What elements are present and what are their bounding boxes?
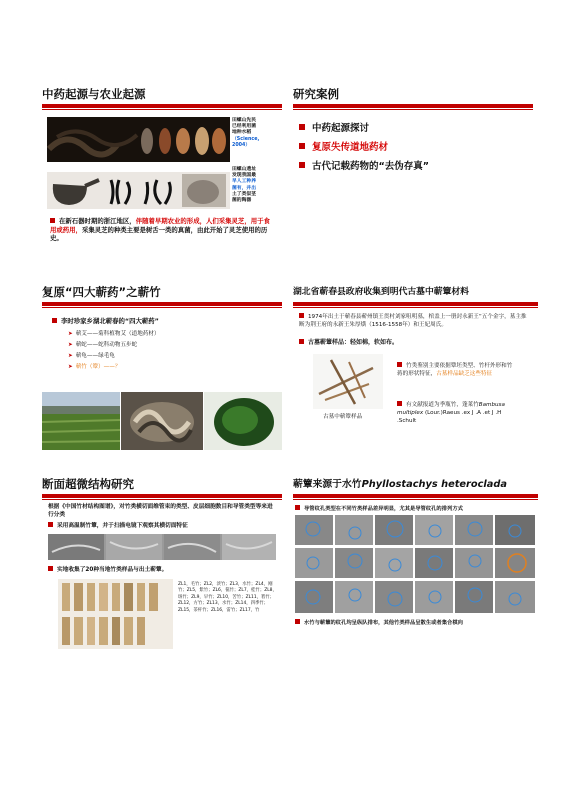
identification-bullet: 竹类鉴别主要依据簟坯类型、竹杆外形和竹蒋的形状特征，古墓样品缺乏这些特征 [397,363,513,377]
sub-item-question: ➤ 蕲竹（簟）——？ [68,364,121,370]
sub-item: ➤ 蕲龟——绿毛龟 [68,353,115,359]
mugwort-field-photo [42,392,120,450]
tomb-sample-caption: 古墓中蕲簟样品 [323,414,363,420]
slide-tomb-mat [293,282,538,472]
slide-title: 蕲簟来源于水竹Phyllostachys heteroclada [293,479,508,490]
title-rule-thin [42,307,282,308]
bamboo-samples-photo [58,579,173,649]
title-rule-thin [293,307,538,308]
slide-title: 研究案例 [293,87,339,101]
sub-item: ➤ 蕲艾——菊科植物艾（道地药材） [68,331,160,337]
title-rule [42,494,282,498]
title-rule [293,494,538,498]
title-rule [293,302,538,306]
rice-grains-photo [47,117,230,162]
case-item: 中药起源探讨 [299,122,369,136]
tomb-mat-sample-photo [313,354,383,409]
case-item: 古代记载药物的“去伪存真” [299,160,429,174]
sem-image-grid [295,515,535,615]
slide-title: 湖北省蕲春县政府收集到明代古墓中蕲簟材料 [293,287,469,297]
pottery-caption: 田螺山遗址 发现我国最 早人工种养 菌有，并出 土了类似茎 菌的陶器 [232,167,256,204]
conclusion-bullet: 水竹与蕲簟的纹孔均呈纵队排布，其他竹类样品呈散生或者集合棋向 [295,619,535,628]
method-bullet: 采用高温制竹簟，并于扫描电镜下观察其横切面特征 [48,522,188,531]
title-rule-thin [42,109,282,110]
slide-origin-agriculture [42,84,282,274]
title-rule [293,104,533,108]
classification-text: 根据《中国竹材结构图谱》，对竹类横切面维管束的类型、皮层细胞数目和导管类型等来进行分类 [48,504,273,518]
excavation-bullet: 1974年出土于蕲春县蕲州镇王贯村刘家咀明墓，棺盖上一册封永新王“五个金字，墓主推断为荆王府的永新王朱厚熿（1516-1558年）和王妃周氏。 [299,314,527,328]
title-rule [42,104,282,108]
case-item-highlight: 复原失传道地药材 [299,141,388,155]
slide-water-bamboo [293,474,538,664]
title-rule-thin [42,499,282,500]
snake-photo [121,392,203,450]
rice-caption: 田螺山先民 已经利用菌 地种水稻 （Science, 2004） [232,118,260,148]
slide1-bullet: 在新石器时期的浙江地区，伴随着早期农业的形成，人们采集灵芝，用于食用或药用，采集灵芝的种类主要是树舌一类的真菌，由此开始了灵芝使用的历史。 [50,217,270,242]
slide-sem-study [42,474,282,664]
sem-cross-section-strip [48,534,276,560]
species-list: ZL1，毛竹；ZL2，淡竹；ZL3，水竹；ZL4，刚竹；ZL5，紫竹；ZL6，篌竹；ZL7，桂竹；ZL8，斑竹；ZL9，早竹；ZL10，苦竹；ZL11，箬竹；ZL12，方竹；ZL13，水竹；ZL14，四季竹；ZL15，茶杆竹；ZL16，雷竹；ZL17，竹 [178,582,277,613]
green-turtle-photo [204,392,282,450]
sampling-bullet: 实地收集了20种当地竹类样品与出土蕲簟。 [48,566,167,575]
slide-research-cases [293,84,533,274]
title-rule-thin [293,109,533,110]
lead-bullet: 李时珍家乡湖北蕲春的“四大蕲药” [52,317,159,326]
title-rule [42,302,282,306]
literature-bullet: 有文献报道为季瓶竹，蓬莱竹Bambusa multiplex (Lour.)Raeus .ex J .A .et J .H .Schult [397,402,505,424]
pottery-fungus-photo [47,172,230,209]
slide-title: 断面超微结构研究 [42,477,134,491]
vessel-pit-bullet: 导管纹孔类型在不同竹类样品差异明显，尤其是导管纹孔的排列方式 [295,505,463,514]
slide-title: 复原“四大蕲药”之蕲竹 [42,285,161,299]
slide-title: 中药起源与农业起源 [42,87,146,101]
sample-bullet: 古墓蕲簟样品：轻如棉，软如布。 [299,339,398,348]
sub-item: ➤ 蕲蛇——蛇科动物五步蛇 [68,342,138,348]
slide-qi-bamboo [42,282,282,472]
title-rule-thin [293,499,538,500]
